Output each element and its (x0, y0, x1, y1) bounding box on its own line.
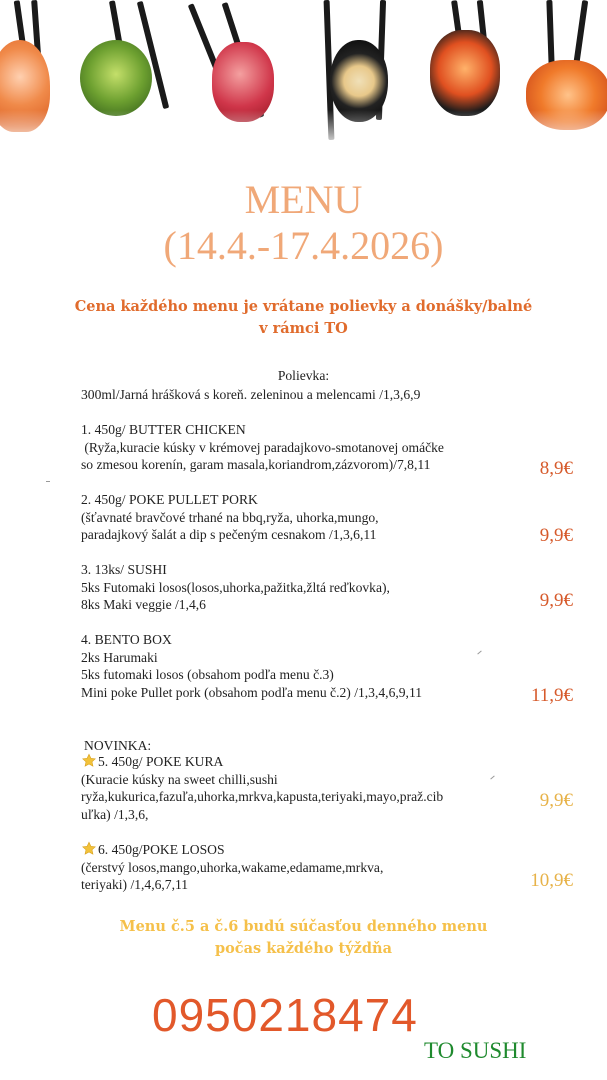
menu-item-line: (Kuracie kúsky na sweet chilli,sushi (81, 771, 278, 787)
menu-item-4 (81, 631, 422, 701)
menu-item-line: 8ks Maki veggie /1,4,6 (81, 597, 206, 612)
sushi-seaweed-image (80, 40, 152, 116)
menu-item-5 (81, 753, 443, 823)
menu-item-6 (81, 841, 383, 894)
price-info-line: Cena každého menu je vrátane polievky a donášky/balné (74, 298, 533, 315)
menu-item-line: ryža,kukurica,fazuľa,uhorka,mrkva,kapusta,teriyaki,mayo,praž.cib (81, 789, 444, 804)
weekly-note-line: počas každého týždňa (215, 940, 392, 957)
menu-item-3-price: 9,9€ (539, 590, 573, 611)
menu-item-line: so zmesou korenín, garam masala,koriandrom,zázvorom)/7,8,11 (81, 457, 431, 472)
menu-item-line: teriyaki) /1,4,6,7,11 (81, 877, 189, 892)
menu-item-6-price: 10,9€ (530, 870, 573, 891)
menu-item-5-title: 5. 450g/ POKE KURA (98, 754, 224, 769)
menu-item-6-title: 6. 450g/POKE LOSOS (98, 842, 225, 857)
menu-title: MENU (244, 177, 363, 222)
menu-item-3 (81, 561, 390, 614)
menu-item-line: 5ks futomaki losos (obsahom podľa menu č.3) (81, 667, 334, 682)
scratch-mark (490, 776, 494, 780)
menu-item-2-price: 9,9€ (539, 525, 573, 546)
image-fade (0, 110, 607, 150)
menu-item-line: (šťavnaté bravčové trhané na bbq,ryža, uhorka,mungo, (81, 509, 379, 525)
scratch-mark (46, 481, 50, 482)
menu-item-line: 1. 450g/ BUTTER CHICKEN (81, 422, 246, 437)
menu-item-line: 2. 450g/ POKE PULLET PORK (81, 492, 258, 507)
menu-item-line: 4. BENTO BOX (81, 632, 172, 647)
menu-item-2 (81, 491, 379, 544)
menu-item-line: 3. 13ks/ SUSHI (81, 562, 167, 577)
price-info (40, 296, 567, 340)
sushi-roe-roll-image (430, 30, 500, 116)
novinka-label: NOVINKA: (84, 738, 152, 753)
menu-dates: (14.4.-17.4.2026) (163, 223, 444, 268)
menu-item-line: uľka) /1,3,6, (81, 806, 149, 822)
star-icon (81, 841, 97, 856)
price-info-line: v rámci TO (259, 320, 348, 337)
menu-item-line: paradajkový šalát a dip s pečeným cesnakom /1,3,6,11 (81, 527, 377, 542)
menu-item-line: 5ks Futomaki losos(losos,uhorka,pažitka,žltá reďkovka), (81, 579, 390, 595)
soup-label: Polievka: (277, 368, 330, 383)
weekly-note-line: Menu č.5 a č.6 budú súčasťou denného menu (119, 918, 488, 935)
menu-item-title (81, 841, 383, 859)
star-icon (81, 753, 97, 768)
scratch-mark (477, 651, 481, 655)
sushi-header-image (0, 0, 607, 150)
menu-item-1-price: 8,9€ (539, 458, 573, 479)
menu-item-5-price: 9,9€ (539, 790, 573, 811)
menu-item-1 (81, 421, 444, 474)
menu-item-4-price: 11,9€ (530, 685, 573, 706)
phone-number[interactable]: 0950218474 (152, 989, 418, 1041)
menu-item-title (81, 753, 443, 771)
menu-item-line: 2ks Harumaki (81, 649, 158, 665)
menu-item-line: Mini poke Pullet pork (obsahom podľa menu č.2) /1,3,4,6,9,11 (81, 684, 423, 700)
menu-item-line: (čerstvý losos,mango,uhorka,wakame,edamame,mrkva, (81, 859, 384, 875)
brand-name: TO SUSHI (424, 1038, 527, 1063)
soup-text: 300ml/Jarná hrášková s koreň. zeleninou a melencami /1,3,6,9 (81, 387, 421, 402)
weekly-note (60, 916, 547, 960)
menu-item-line: (Ryža,kuracie kúsky v krémovej paradajkovo-smotanovej omáčke (81, 439, 444, 455)
